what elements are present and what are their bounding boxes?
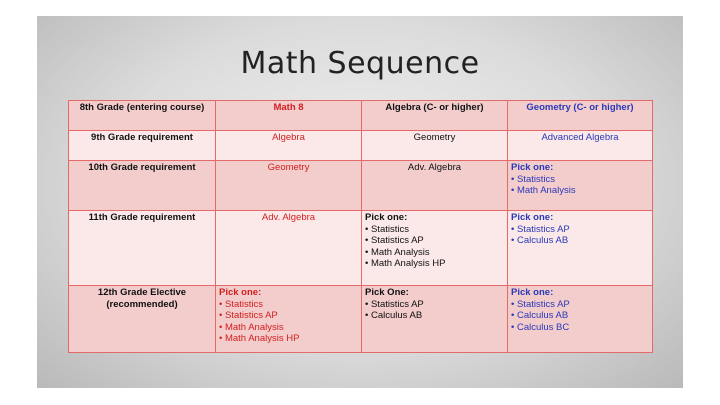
cell-pick-one bbox=[216, 286, 362, 353]
option-item: • Statistics AP bbox=[511, 299, 649, 311]
row-11th-grade bbox=[69, 211, 653, 286]
option-item: • Statistics AP bbox=[365, 235, 504, 247]
row-label: 12th Grade Elective (recommended) bbox=[69, 286, 216, 353]
option-list bbox=[511, 299, 649, 334]
row-9th-grade bbox=[69, 131, 653, 161]
row-12th-grade bbox=[69, 286, 653, 353]
cell-adv-algebra: Adv. Algebra bbox=[362, 161, 508, 211]
cell-pick-one bbox=[362, 286, 508, 353]
row-label: 10th Grade requirement bbox=[69, 161, 216, 211]
option-item: • Math Analysis bbox=[365, 247, 504, 259]
option-item: • Math Analysis HP bbox=[219, 333, 358, 345]
option-item: • Statistics AP bbox=[219, 310, 358, 322]
slide bbox=[37, 16, 683, 388]
option-list bbox=[219, 299, 358, 345]
row-label: 9th Grade requirement bbox=[69, 131, 216, 161]
pick-heading: Pick one: bbox=[365, 212, 408, 223]
row-8th-grade bbox=[69, 101, 653, 131]
option-item: • Math Analysis bbox=[219, 322, 358, 334]
cell-pick-one bbox=[362, 211, 508, 286]
option-item: • Calculus BC bbox=[511, 322, 649, 334]
cell-pick-one bbox=[508, 286, 653, 353]
option-item: • Calculus AB bbox=[511, 235, 649, 247]
cell-algebra: Algebra bbox=[216, 131, 362, 161]
cell-geometry: Geometry bbox=[362, 131, 508, 161]
option-list bbox=[511, 174, 649, 197]
option-item: • Math Analysis bbox=[511, 185, 649, 197]
cell-adv-algebra: Adv. Algebra bbox=[216, 211, 362, 286]
cell-math-8: Math 8 bbox=[216, 101, 362, 131]
cell-algebra-entry: Algebra (C- or higher) bbox=[362, 101, 508, 131]
option-item: • Calculus AB bbox=[365, 310, 504, 322]
option-item: • Statistics bbox=[365, 224, 504, 236]
option-list bbox=[365, 299, 504, 322]
option-item: • Calculus AB bbox=[511, 310, 649, 322]
option-item: • Statistics bbox=[511, 174, 649, 186]
option-item: • Statistics AP bbox=[511, 224, 649, 236]
option-list bbox=[365, 224, 504, 270]
row-label: 8th Grade (entering course) bbox=[69, 101, 216, 131]
slide-title: Math Sequence bbox=[240, 46, 480, 81]
cell-pick-one bbox=[508, 161, 653, 211]
option-item: • Math Analysis HP bbox=[365, 258, 504, 270]
pick-heading: Pick one: bbox=[219, 287, 262, 298]
cell-geometry: Geometry bbox=[216, 161, 362, 211]
option-list bbox=[511, 224, 649, 247]
pick-heading: Pick one: bbox=[511, 162, 554, 173]
pick-heading: Pick one: bbox=[511, 212, 554, 223]
cell-geometry-entry: Geometry (C- or higher) bbox=[508, 101, 653, 131]
pick-heading: Pick one: bbox=[511, 287, 554, 298]
option-item: • Statistics bbox=[219, 299, 358, 311]
math-sequence-table bbox=[68, 100, 653, 353]
row-label: 11th Grade requirement bbox=[69, 211, 216, 286]
cell-advanced-algebra: Advanced Algebra bbox=[508, 131, 653, 161]
row-10th-grade bbox=[69, 161, 653, 211]
pick-heading: Pick One: bbox=[365, 287, 409, 298]
option-item: • Statistics AP bbox=[365, 299, 504, 311]
cell-pick-one bbox=[508, 211, 653, 286]
